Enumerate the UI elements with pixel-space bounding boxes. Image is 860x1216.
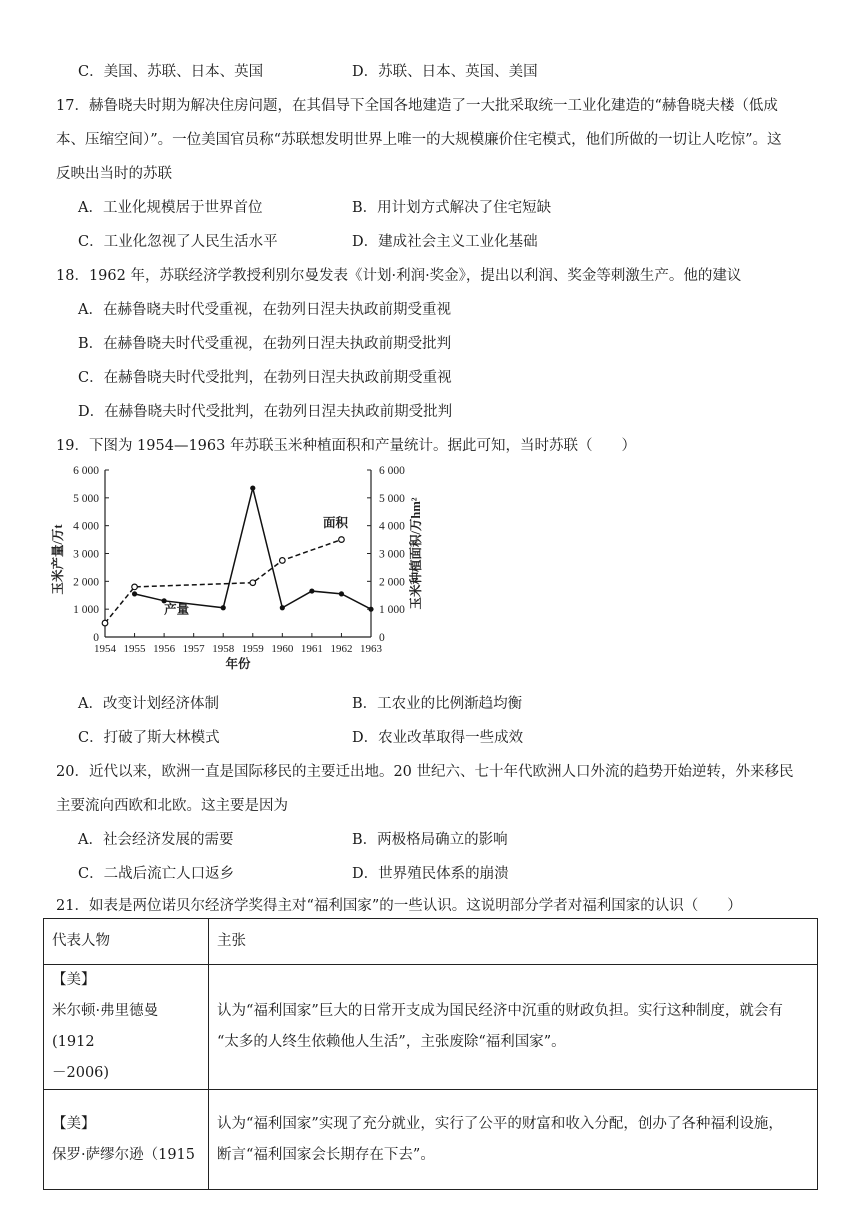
table-header-row bbox=[44, 919, 818, 965]
data-point-面积 bbox=[250, 580, 256, 586]
data-point-产量 bbox=[339, 591, 344, 596]
q18-option-a: A．在赫鲁晓夫时代受重视，在勃列日涅夫执政前期受重视 bbox=[78, 302, 451, 318]
person-cell bbox=[44, 965, 209, 1090]
person-name: 米尔顿·弗里德曼(1912 bbox=[52, 1003, 159, 1050]
x-tick-label: 1955 bbox=[123, 643, 146, 655]
q20-option-c: C．二战后流亡人口返乡 bbox=[78, 866, 235, 882]
x-axis-title: 年份 bbox=[225, 657, 251, 671]
y-tick-label-left: 0 bbox=[93, 632, 99, 644]
y-tick-label-left: 6 000 bbox=[73, 465, 99, 477]
q19-stem: 19．下图为 1954—1963 年苏联玉米种植面积和产量统计。据此可知，当时苏联（ ） bbox=[56, 438, 636, 454]
q17-option-d: D．建成社会主义工业化基础 bbox=[352, 234, 538, 250]
q18-stem: 18．1962 年，苏联经济学教授利别尔曼发表《计划·利润·奖金》，提出以利润、奖金等刺激生产。他的建议 bbox=[56, 268, 742, 284]
series-label-area: 面积 bbox=[323, 516, 349, 531]
q17-stem-line1: 17．赫鲁晓夫时期为解决住房问题，在其倡导下全国各地建造了一大批采取统一工业化建造的“赫鲁晓夫楼（低成 bbox=[56, 98, 778, 114]
data-point-产量 bbox=[309, 588, 314, 593]
q20-option-b: B．两极格局确立的影响 bbox=[352, 832, 508, 848]
claim-line: “太多的人终生依赖他人生活”，主张废除“福利国家”。 bbox=[217, 1034, 566, 1050]
y-tick-label-right: 4 000 bbox=[379, 520, 405, 533]
series-label-production: 产量 bbox=[164, 602, 190, 617]
claim-line: 断言“福利国家会长期存在下去”。 bbox=[217, 1146, 435, 1163]
claim-line: 认为“福利国家”巨大的日常开支成为国民经济中沉重的财政负担。实行这种制度，就会有 bbox=[217, 1003, 783, 1019]
x-tick-label: 1962 bbox=[330, 643, 353, 655]
x-tick-label: 1959 bbox=[241, 643, 264, 655]
y-tick-label-left: 1 000 bbox=[73, 604, 99, 617]
y-tick-label-left: 5 000 bbox=[73, 492, 99, 505]
corn-chart bbox=[48, 456, 428, 686]
x-tick-label: 1963 bbox=[360, 643, 382, 655]
person-name: 保罗·萨缪尔逊（1915 bbox=[52, 1146, 196, 1163]
y-tick-label-right: 1 000 bbox=[379, 604, 405, 617]
y-tick-label-right: 6 000 bbox=[379, 465, 405, 477]
q18-option-c: C．在赫鲁晓夫时代受批判，在勃列日涅夫执政前期受重视 bbox=[78, 370, 452, 386]
person-nationality: 【美】 bbox=[52, 1115, 96, 1132]
q20-option-d: D．世界殖民体系的崩溃 bbox=[352, 866, 509, 882]
y-axis-title-right: 玉米种植面积/万hm² bbox=[409, 497, 423, 610]
q21-table bbox=[43, 918, 818, 1190]
q20-option-a: A．社会经济发展的需要 bbox=[78, 832, 234, 848]
table-header-claim: 主张 bbox=[209, 919, 818, 965]
data-point-产量 bbox=[280, 605, 285, 610]
x-tick-label: 1957 bbox=[182, 643, 205, 655]
q17-option-b: B．用计划方式解决了住宅短缺 bbox=[352, 200, 552, 216]
data-point-产量 bbox=[132, 591, 137, 596]
y-tick-label-right: 3 000 bbox=[379, 548, 405, 561]
data-point-面积 bbox=[339, 537, 345, 543]
q19-option-c: C．打破了斯大林模式 bbox=[78, 730, 220, 746]
y-tick-label-right: 2 000 bbox=[379, 576, 405, 589]
q19-option-b: B．工农业的比例渐趋均衡 bbox=[352, 696, 523, 712]
y-tick-label-left: 4 000 bbox=[73, 520, 99, 533]
q18-option-b: B．在赫鲁晓夫时代受重视，在勃列日涅夫执政前期受批判 bbox=[78, 336, 452, 352]
table-row bbox=[44, 1090, 818, 1190]
y-tick-label-left: 3 000 bbox=[73, 548, 99, 561]
claim-line: 认为“福利国家”实现了充分就业，实行了公平的财富和收入分配，创办了各种福利设施， bbox=[217, 1115, 783, 1132]
series-line-产量 bbox=[135, 488, 371, 609]
person-nationality: 【美】 bbox=[52, 972, 96, 988]
q20-stem-line1: 20．近代以来，欧洲一直是国际移民的主要迁出地。20 世纪六、七十年代欧洲人口外流的趋势开始逆转，外来移民 bbox=[56, 764, 794, 780]
x-tick-label: 1956 bbox=[153, 643, 176, 655]
q21-stem: 21．如表是两位诺贝尔经济学奖得主对“福利国家”的一些认识。这说明部分学者对福利国家的认识（ ） bbox=[56, 898, 742, 914]
y-axis-title-left: 玉米产量/万t bbox=[51, 524, 65, 595]
q16-option-c: C．美国、苏联、日本、英国 bbox=[78, 64, 264, 80]
series-line-面积 bbox=[105, 540, 341, 624]
q19-option-d: D．农业改革取得一些成效 bbox=[352, 730, 524, 746]
y-tick-label-left: 2 000 bbox=[73, 576, 99, 589]
data-point-面积 bbox=[280, 558, 286, 564]
data-point-面积 bbox=[132, 584, 138, 590]
q17-option-a: A．工业化规模居于世界首位 bbox=[78, 200, 263, 216]
x-tick-label: 1958 bbox=[212, 643, 235, 655]
data-point-面积 bbox=[102, 620, 108, 626]
q19-option-a: A．改变计划经济体制 bbox=[78, 696, 219, 712]
x-tick-label: 1960 bbox=[271, 643, 294, 655]
claim-cell bbox=[209, 1090, 818, 1190]
table-row bbox=[44, 965, 818, 1090]
data-point-产量 bbox=[221, 605, 226, 610]
claim-cell bbox=[209, 965, 818, 1090]
q16-option-d: D．苏联、日本、英国、美国 bbox=[352, 64, 538, 80]
table-header-person: 代表人物 bbox=[44, 919, 209, 965]
q17-option-c: C．工业化忽视了人民生活水平 bbox=[78, 234, 278, 250]
data-point-产量 bbox=[368, 607, 373, 612]
person-years: －2006) bbox=[52, 1065, 110, 1081]
q18-option-d: D．在赫鲁晓夫时代受批判，在勃列日涅夫执政前期受批判 bbox=[78, 404, 453, 420]
q20-stem-line2: 主要流向西欧和北欧。这主要是因为 bbox=[56, 798, 288, 814]
y-tick-label-right: 5 000 bbox=[379, 492, 405, 505]
x-tick-label: 1954 bbox=[94, 643, 116, 655]
q17-stem-line3: 反映出当时的苏联 bbox=[56, 166, 172, 182]
person-cell bbox=[44, 1090, 209, 1190]
x-tick-label: 1961 bbox=[300, 643, 323, 655]
y-tick-label-right: 0 bbox=[379, 632, 385, 644]
data-point-产量 bbox=[250, 485, 255, 490]
q17-stem-line2: 本、压缩空间）”。一位美国官员称“苏联想发明世界上唯一的大规模廉价住宅模式，他们所做的一切让人吃惊”。这 bbox=[56, 132, 782, 148]
